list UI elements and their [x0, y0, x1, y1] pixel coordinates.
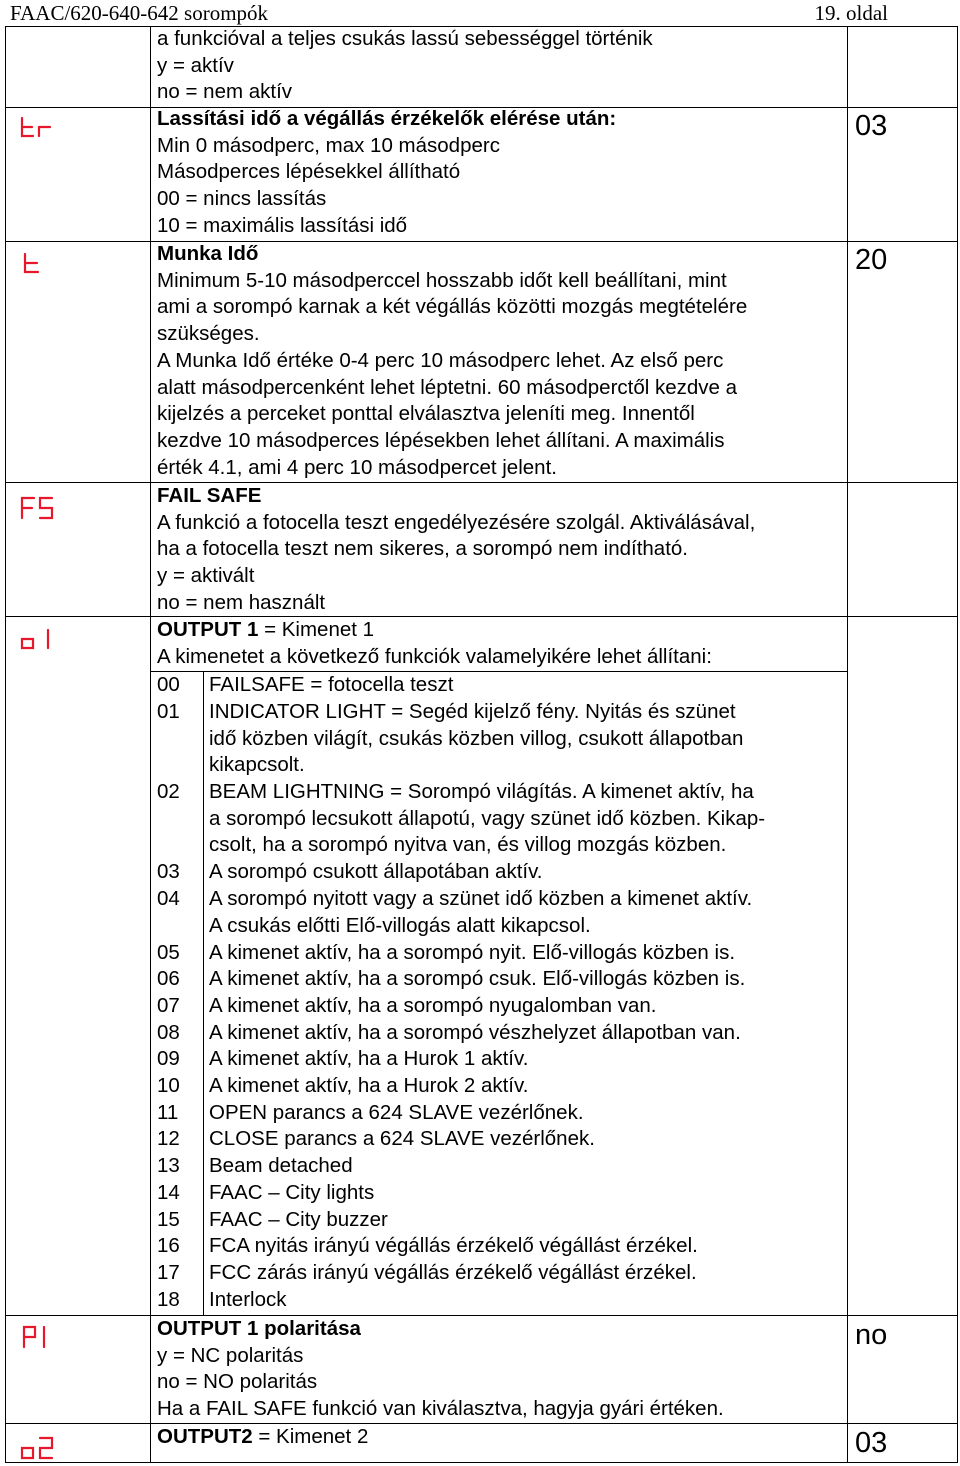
option-number: 13: [157, 1154, 180, 1177]
option-description: [209, 859, 543, 886]
row-title: [157, 241, 747, 268]
option-number: 06: [157, 967, 180, 990]
page-header: [0, 0, 960, 26]
option-number: 00: [157, 673, 180, 696]
option-number: 02: [157, 780, 180, 803]
row-p1-text: [157, 1316, 724, 1423]
text-line: y = NC polaritás: [157, 1343, 304, 1367]
option-number: 17: [157, 1261, 180, 1284]
text-line: Ha a FAIL SAFE funkció van kiválasztva, hagyja gyári értéken.: [157, 1397, 724, 1421]
text-line: A kimenet aktív, ha a sorompó csuk. Elő-villogás közben is.: [209, 967, 746, 990]
text-line: no = NO polaritás: [157, 1370, 318, 1394]
option-description: [209, 1287, 286, 1314]
text-line: A csukás előtti Elő-villogás alatt kikapcsol.: [209, 913, 591, 937]
display-code-o1: [19, 628, 55, 650]
text-line: FCA nyitás irányú végállás érzékelő végállást érzékel.: [209, 1234, 698, 1257]
title-bold: Lassítási idő a végállás érzékelők elérése után:: [157, 107, 617, 130]
option-number: 15: [157, 1208, 180, 1231]
sub-table-column-divider: [203, 671, 204, 1315]
row-fs-text: [157, 483, 755, 617]
text-line: csolt, ha a sorompó nyitva van, és villog mozgás közben.: [209, 833, 727, 857]
text-line: FAILSAFE = fotocella teszt: [209, 673, 454, 696]
option-description: [209, 672, 453, 699]
text-line: OPEN parancs a 624 SLAVE vezérlőnek.: [209, 1101, 584, 1124]
text-line: Másodperces lépésekkel állítható: [157, 160, 461, 184]
text-line: A kimenet aktív, ha a sorompó nyit. Elő-villogás közben is.: [209, 941, 736, 964]
row-title: [157, 106, 616, 133]
text-line: ha a fotocella teszt nem sikeres, a sorompó nem indítható.: [157, 537, 688, 561]
seven-segment-icon: [19, 1436, 55, 1460]
option-description: [209, 1046, 528, 1073]
seven-segment-icon: [21, 1325, 51, 1349]
title-bold: Munka Idő: [157, 242, 259, 265]
row-divider: [5, 1423, 958, 1424]
option-description: [209, 779, 765, 859]
text-line: Minimum 5-10 másodperccel hosszabb időt kell beállítani, mint: [157, 268, 727, 292]
text-line: idő közben világít, csukás közben villog, csukott állapotban: [209, 726, 744, 750]
row-tr-text: [157, 106, 616, 240]
title-bold: OUTPUT 1: [157, 618, 259, 641]
text-line: kikapcsolt.: [209, 753, 305, 777]
option-description: [209, 1153, 353, 1180]
option-number: 16: [157, 1234, 180, 1257]
title-rest: = Kimenet 1: [258, 618, 375, 641]
value-t: 20: [855, 244, 888, 276]
display-code-tr: [19, 116, 53, 138]
text-line: kezdve 10 másodperces lépésekben lehet állítani. A maximális: [157, 428, 725, 452]
option-description: [209, 886, 752, 939]
option-description: [209, 1100, 584, 1127]
option-description: [209, 1020, 741, 1047]
text-line: y = aktív: [157, 53, 234, 77]
text-line: A kimenet aktív, ha a Hurok 2 aktív.: [209, 1074, 529, 1097]
text-line: 00 = nincs lassítás: [157, 187, 327, 211]
text-line: Min 0 másodperc, max 10 másodperc: [157, 133, 500, 157]
option-number: 14: [157, 1181, 180, 1204]
option-description: [209, 1073, 528, 1100]
text-line: no = nem aktív: [157, 80, 293, 104]
value-p1: no: [855, 1319, 888, 1351]
display-code-t: [22, 252, 42, 274]
option-number: 07: [157, 994, 180, 1017]
option-description: [209, 1207, 388, 1234]
option-number: 04: [157, 887, 180, 910]
text-line: A Munka Idő értéke 0-4 perc 10 másodperc lehet. Az első perc: [157, 348, 724, 372]
option-number: 12: [157, 1127, 180, 1150]
seven-segment-icon: [19, 496, 55, 520]
text-line: ami a sorompó karnak a két végállás közötti mozgás megtételére: [157, 295, 748, 319]
text-line: INDICATOR LIGHT = Segéd kijelző fény. Nyitás és szünet: [209, 700, 736, 723]
text-line: Interlock: [209, 1288, 287, 1311]
page-number: 19. oldal: [814, 1, 888, 25]
option-number: 01: [157, 700, 180, 723]
text-line: 10 = maximális lassítási idő: [157, 213, 408, 237]
option-description: [209, 1260, 697, 1287]
text-line: FCC zárás irányú végállás érzékelő végállást érzékel.: [209, 1261, 697, 1284]
document-title: FAAC/620-640-642 sorompók: [10, 1, 269, 25]
text-line: BEAM LIGHTNING = Sorompó világítás. A kimenet aktív, ha: [209, 780, 754, 803]
option-description: [209, 940, 735, 967]
seven-segment-icon: [19, 628, 55, 650]
text-line: alatt másodpercenként lehet léptetni. 60 másodperctől kezdve a: [157, 375, 738, 399]
title-rest: = Kimenet 2: [252, 1425, 369, 1448]
text-line: Beam detached: [209, 1154, 353, 1177]
text-line: A sorompó nyitott vagy a szünet idő közben a kimenet aktív.: [209, 887, 753, 910]
option-description: [209, 993, 656, 1020]
text-line: FAAC – City buzzer: [209, 1208, 388, 1231]
display-code-p1: [21, 1325, 51, 1349]
intro-line: A kimenetet a következő funkciók valamelyikére lehet állítani:: [157, 644, 712, 668]
text-line: A kimenet aktív, ha a Hurok 1 aktív.: [209, 1047, 529, 1070]
value-o2: 03: [855, 1427, 888, 1459]
seven-segment-icon: [22, 252, 42, 274]
text-line: érték 4.1, ami 4 perc 10 másodpercet jelent.: [157, 455, 557, 479]
text-line: kijelzés a perceket ponttal elválasztva jeleníti meg. Innentől: [157, 402, 695, 426]
value-tr: 03: [855, 110, 888, 142]
display-code-o2: [19, 1436, 55, 1460]
title-bold: OUTPUT 1 polaritása: [157, 1317, 361, 1340]
text-line: A sorompó csukott állapotában aktív.: [209, 860, 543, 883]
seven-segment-icon: [19, 116, 53, 138]
option-description: [209, 966, 745, 993]
option-description: [209, 1233, 698, 1260]
option-number: 09: [157, 1047, 180, 1070]
text-line: CLOSE parancs a 624 SLAVE vezérlőnek.: [209, 1127, 595, 1150]
row-title: [157, 483, 755, 510]
title-bold: FAIL SAFE: [157, 484, 262, 507]
row-title: [157, 1424, 368, 1451]
text-line: a sorompó lecsukott állapotú, vagy szünet idő közben. Kikap-: [209, 806, 766, 830]
row-continuation: [157, 26, 653, 106]
text-line: a funkcióval a teljes csukás lassú sebességgel történik: [157, 27, 653, 50]
option-description: [209, 1126, 595, 1153]
option-number: 08: [157, 1021, 180, 1044]
display-code-fs: [19, 496, 55, 520]
row-o1-text: [157, 617, 712, 670]
option-number: 11: [157, 1101, 179, 1124]
option-number: 03: [157, 860, 180, 883]
row-t-text: [157, 241, 747, 481]
option-number: 18: [157, 1288, 180, 1311]
row-title: [157, 1316, 724, 1343]
row-title: [157, 617, 712, 644]
text-line: y = aktivált: [157, 564, 255, 588]
option-description: [209, 699, 743, 779]
option-number: 05: [157, 941, 180, 964]
text-line: no = nem használt: [157, 590, 326, 614]
option-description: [209, 1180, 374, 1207]
text-line: A kimenet aktív, ha a sorompó vészhelyzet állapotban van.: [209, 1021, 741, 1044]
title-bold: OUTPUT2: [157, 1425, 253, 1448]
text-line: szükséges.: [157, 322, 260, 346]
option-number: 10: [157, 1074, 180, 1097]
row-o2-text: [157, 1424, 368, 1451]
text-line: A kimenet aktív, ha a sorompó nyugalomban van.: [209, 994, 657, 1017]
text-line: A funkció a fotocella teszt engedélyezésére szolgál. Aktiválásával,: [157, 510, 756, 534]
text-line: FAAC – City lights: [209, 1181, 375, 1204]
